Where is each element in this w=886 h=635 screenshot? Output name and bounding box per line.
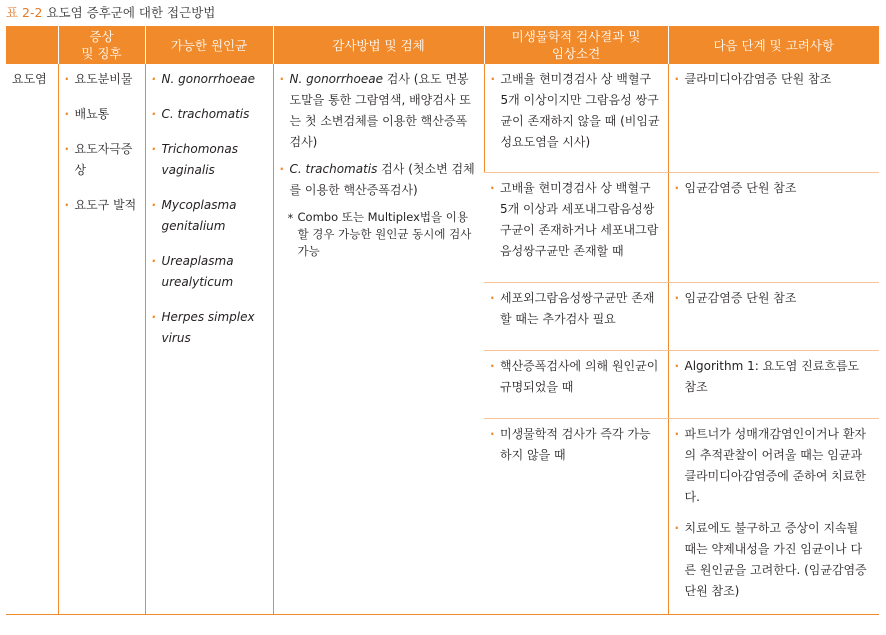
row-label: 요도염 xyxy=(12,72,47,86)
list-item: · 요도구 발적 xyxy=(65,195,139,216)
caption-label: 표 2-2 xyxy=(6,5,43,20)
next-step-cell xyxy=(668,172,879,282)
test-item-chlamydia xyxy=(280,159,478,201)
next-step-cell xyxy=(668,418,879,614)
syndrome-table xyxy=(6,26,879,615)
pathogen-item: · Ureaplasma urealyticum xyxy=(152,251,242,293)
next-step-text: · 클라미디아감염증 단원 참조 xyxy=(675,69,874,90)
result-text: · 핵산증폭검사에 의해 원인균이 규명되었을 때 xyxy=(490,356,662,398)
result-text: · 미생물학적 검사가 즉각 가능하지 않을 때 xyxy=(490,424,662,466)
result-cell xyxy=(484,282,668,350)
symptoms-cell xyxy=(58,64,145,614)
list-item: · 배뇨통 xyxy=(65,104,139,125)
test-item-gonorrhoeae xyxy=(280,69,478,153)
next-step-text: · 파트너가 성매개감염인이거나 환자의 추적관찰이 어려울 때는 임균과 클라미디아감염증에 준하여 치료한다. xyxy=(675,424,874,508)
next-step-text: · 임균감염증 단원 참조 xyxy=(675,178,874,199)
header-results: 미생물학적 검사결과 및 임상소견 xyxy=(484,26,668,64)
next-step-cell xyxy=(668,350,879,418)
pathogen-item: · Mycoplasma genitalium xyxy=(152,195,242,237)
next-step-text: · 임균감염증 단원 참조 xyxy=(675,288,874,309)
test-organism: C. trachomatis xyxy=(289,162,378,176)
test-note: * Combo 또는 Multiplex법을 이용할 경우 가능한 원인균 동시에 검사 가능 xyxy=(280,209,478,260)
list-item: · 요도분비물 xyxy=(65,69,139,90)
next-step-text: · 치료에도 불구하고 증상이 지속될 때는 약제내성을 가진 임균이나 다른 원인균을 고려한다. (임균감염증 단원 참조) xyxy=(675,518,874,602)
next-step-text: · Algorithm 1: 요도염 진료흐름도 참조 xyxy=(675,356,874,398)
header-row xyxy=(6,26,879,64)
result-cell xyxy=(484,418,668,614)
table-row xyxy=(6,64,879,172)
test-description: 검사 (첫소변 검체를 이용한 핵산증폭검사) xyxy=(289,162,475,197)
header-tests: 감사방법 및 검체 xyxy=(273,26,484,64)
pathogen-item: · N. gonorrhoeae xyxy=(152,69,267,90)
next-step-cell xyxy=(668,282,879,350)
test-organism: N. gonorrhoeae xyxy=(289,72,383,86)
caption-title: 요도염 증후군에 대한 접근방법 xyxy=(46,5,216,20)
pathogen-item: · Trichomonas vaginalis xyxy=(152,139,242,181)
header-symptoms: 증상 및 징후 xyxy=(58,26,145,64)
header-next: 다음 단계 및 고려사항 xyxy=(668,26,879,64)
result-cell xyxy=(484,64,668,172)
result-text: · 고배율 현미경검사 상 백혈구 5개 이상과 세포내그람음성쌍구균이 존재하거나 세포내그람음성쌍구균만 존재할 때 xyxy=(490,178,662,262)
pathogens-cell xyxy=(145,64,273,614)
list-item: · 요도자극증상 xyxy=(65,139,139,181)
next-step-cell xyxy=(668,64,879,172)
pathogen-item: · Herpes simplex virus xyxy=(152,307,267,349)
result-text: · 세포외그람음성쌍구균만 존재할 때는 추가검사 필요 xyxy=(490,288,662,330)
header-empty xyxy=(6,26,58,64)
result-cell xyxy=(484,350,668,418)
pathogen-item: · C. trachomatis xyxy=(152,104,267,125)
table-caption xyxy=(6,3,215,21)
approach-table xyxy=(6,26,879,615)
header-pathogens: 가능한 원인균 xyxy=(145,26,273,64)
row-label-cell xyxy=(6,64,58,614)
tests-cell xyxy=(273,64,484,614)
result-cell xyxy=(484,172,668,282)
test-description: 검사 (요도 면봉도말을 통한 그람염색, 배양검사 또는 첫 소변검체를 이용한 핵산증폭검사) xyxy=(289,72,471,149)
result-text: · 고배율 현미경검사 상 백혈구 5개 이상이지만 그람음성 쌍구균이 존재하지 않을 때 (비임균성요도염을 시사) xyxy=(491,69,662,153)
